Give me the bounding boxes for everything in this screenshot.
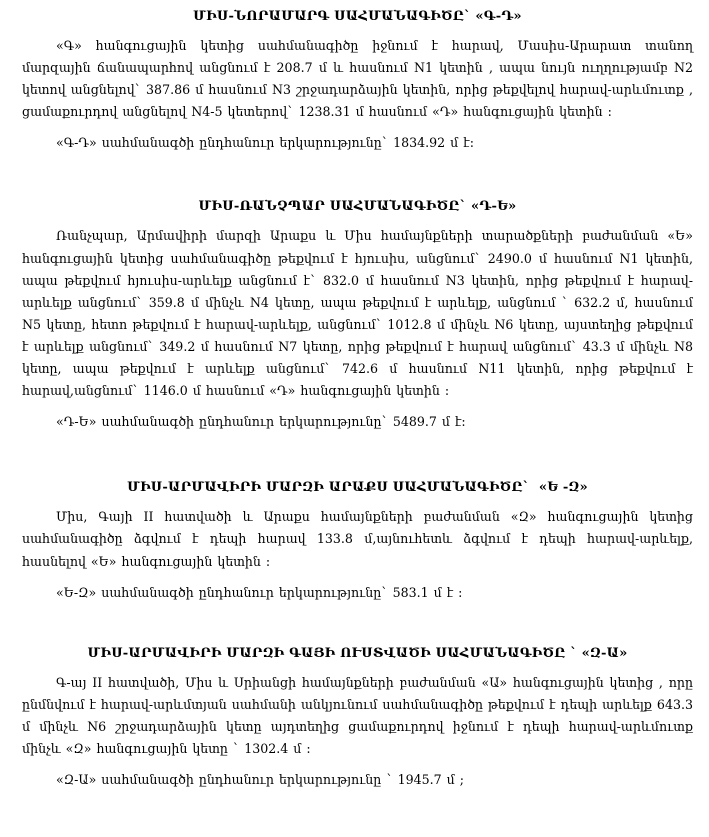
section-title: ՄԻՍ-ՌԱՆՉՊԱՐ ՍԱՀՄԱՆԱԳԻԾԸ` «Դ-Ե» [198, 199, 517, 215]
section-d-e [0, 197, 709, 433]
section-summary: «Գ-Դ» սահմանագծի ընդհանուր երկարությունը` 1834.92 մ է: [56, 135, 474, 151]
section-summary: «Զ-Ա» սահմանագծի ընդհանուր երկարությունը ` 1945.7 մ ; [56, 772, 465, 788]
section-body: Գ-այ ΙΙ հատվածի, Միս և Սրիանցի համայնքների բաժանման «Ա» հանգուցային կետից , որը ընմնվում է հարավ-արևմտյան սահմանի անկյունում սահմանագիծը թեքվում է դեպի արևելք 643.3 մ մինչև N6 շրջադարձային կետը այդտեղից ցամաքուրդով իջնում է դեպի հարավ-արևմուտք մինչև «Զ» հանգուցային կետը ` 1302.4 մ : [22, 674, 693, 756]
section-body: Միս, Գայի ΙΙ հատվածի և Արաքս համայնքների բաժանման «Զ» հանգուցային կետից սահմանագիծը ձգվում է դեպի հարավ 133.8 մ,այնուհետև ձգվում է դեպի հարավ-արևելք, հասնելով «Ե» հանգուցային կետին : [22, 509, 693, 569]
section-title: ՄԻՍ-ՆՈՐԱՄԱՐԳ ՍԱՀՄԱՆԱԳԻԾԸ` «Գ-Դ» [193, 9, 522, 24]
section-z-a [0, 644, 709, 791]
section-summary: «Ե-Զ» սահմանագծի ընդհանուր երկարությունը` 583.1 մ է : [56, 584, 463, 600]
section-g-d [0, 7, 709, 154]
section-body: «Գ» հանգուցային կետից սահմանագիծը իջնում է հարավ, Մասիս-Արարատ տանող մարզային ճանապարհով անցնում է 208.7 մ և հասնում N1 կետին , ապա նույն ուղղությամբ N2 կետով անցնելով` 387.86 մ հասնում N3 շրջադարձային կետին, որից թեքվելով հարավ-արևմուտք , ցամաքուրդով անցնելով N4-5 կետերով` 1238.31 մ հասնում «Դ» հանգուցային կետին : [22, 38, 693, 120]
section-title: ՄԻՍ-ԱՐՄԱՎԻՐԻ ՄԱՐԶԻ ԱՐԱՔՍ ՍԱՀՄԱՆԱԳԻԾԸ` «Ե -Զ» [127, 480, 588, 496]
section-body: Ռանչպար, Արմավիրի մարզի Արաքս և Միս համայնքների տարածքների բաժանման «Ե» հանգուցային կետից սահմանագիծը թեքվում է հյուսիս, անցնում` 2490.0 մ հասնում N1 կետին, ապա թեքվում հյուսիս-արևելք անցնում է` 832.0 մ հասնում N3 կետին, որից թեքվում է հարավ-արևելք անցնում` 359.8 մ մինչև N4 կետը, ապա թեքվում է արևելք, անցնում ` 632.2 մ, հասնում N5 կետը, հետո թեքվում է հարավ-արևելք, անցնում` 1012.8 մ մինչև N6 կետը, այստեղից թեքվում է արևելք անցնում` 349.2 մ հասնում N7 կետը, որից թեքվում է հարավ անցնում` 43.3 մ մինչև N8 կետը, ապա թեքվում է արևելք անցնում` 742.6 մ հասնում N11 կետին, որից թեքվում է հարավ,անցնում` 1146.0 մ հասնում «Դ» հանգուցային կետին : [22, 228, 693, 399]
section-e-z [0, 478, 709, 603]
section-summary: «Դ-Ե» սահմանագծի ընդհանուր երկարությունը` 5489.7 մ է: [56, 414, 466, 430]
section-title: ՄԻՍ-ԱՐՄԱՎԻՐԻ ՄԱՐԶԻ ԳԱՅԻ ՈՒՍՏՎԱԾԻ ՍԱՀՄԱՆԱԳԻԾԸ ` «Զ-Ա» [87, 645, 628, 661]
